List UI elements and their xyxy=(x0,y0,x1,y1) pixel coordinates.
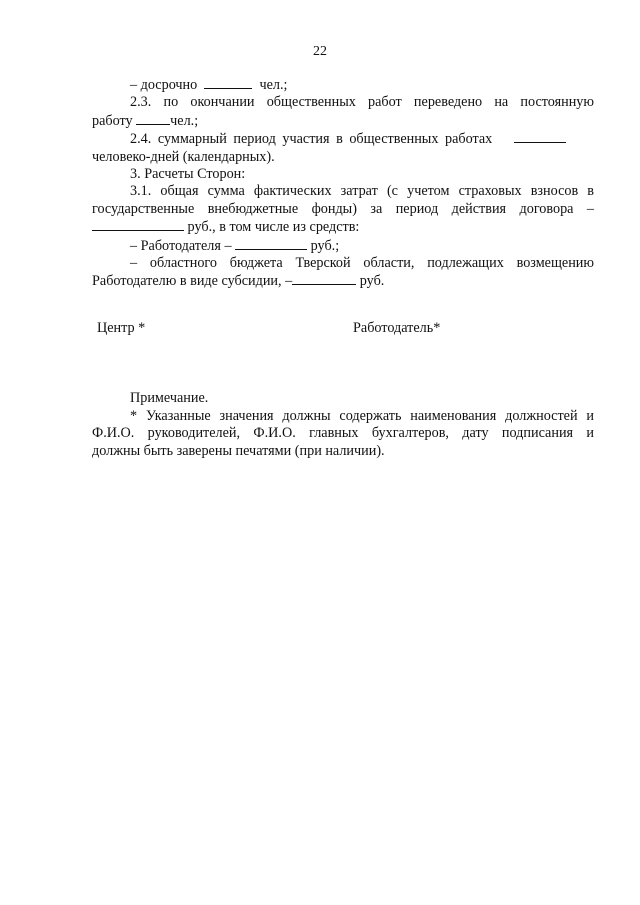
item-2-3-prefix: работу xyxy=(92,112,133,129)
document-body xyxy=(92,76,594,291)
employer-funds-blank xyxy=(235,237,307,250)
signature-center-label: Центр * xyxy=(97,320,146,336)
item-2-3-line-1: 2.3. по окончании общественных работ переведено на постоянную xyxy=(130,94,594,111)
note-block xyxy=(92,390,594,460)
budget-blank xyxy=(292,272,356,285)
item-3-1-line-2: государственные внебюджетные фонды) за период действия договора – xyxy=(92,200,594,217)
budget-prefix: Работодателю в виде субсидии, – xyxy=(92,273,293,290)
note-title: Примечание. xyxy=(130,390,209,406)
item-2-4-line-2: человеко-дней (календарных). xyxy=(92,148,275,165)
budget-line-1: – областного бюджета Тверской области, подлежащих возмещению xyxy=(130,255,594,272)
note-line-2: Ф.И.О. руководителей, Ф.И.О. главных бухгалтеров, дату подписания и xyxy=(92,425,594,442)
employer-funds-prefix: – Работодателя – xyxy=(130,237,232,254)
item-3-1-suffix: руб., в том числе из средств: xyxy=(187,219,360,236)
early-text: – досрочно xyxy=(130,77,198,93)
item-2-3-line-2 xyxy=(92,112,594,130)
item-2-3-blank xyxy=(136,112,170,125)
note-line-3: должны быть заверены печатями (при наличии). xyxy=(92,442,385,459)
early-line xyxy=(92,76,594,94)
item-2-4-text: 2.4. суммарный период участия в общественных работах xyxy=(130,131,493,148)
signature-row xyxy=(97,320,597,340)
signature-employer-label: Работодатель* xyxy=(353,320,441,336)
employer-funds-suffix: руб.; xyxy=(310,237,340,254)
early-unit: чел.; xyxy=(259,77,288,93)
page-number: 22 xyxy=(313,44,327,59)
budget-line-2 xyxy=(92,272,594,290)
item-3-1-line-1: 3.1. общая сумма фактических затрат (с учетом страховых взносов в xyxy=(130,183,594,200)
early-blank xyxy=(204,76,252,89)
budget-suffix: руб. xyxy=(359,273,385,290)
item-2-3-suffix: чел.; xyxy=(170,112,199,129)
item-2-4-line-1 xyxy=(92,130,594,148)
item-3-1-line-3 xyxy=(92,218,594,236)
note-line-1: * Указанные значения должны содержать наименования должностей и xyxy=(130,407,594,424)
employer-funds-line xyxy=(92,237,594,255)
item-2-4-blank xyxy=(514,130,566,143)
section-3-title: 3. Расчеты Сторон: xyxy=(130,166,246,183)
item-3-1-blank xyxy=(92,218,184,231)
